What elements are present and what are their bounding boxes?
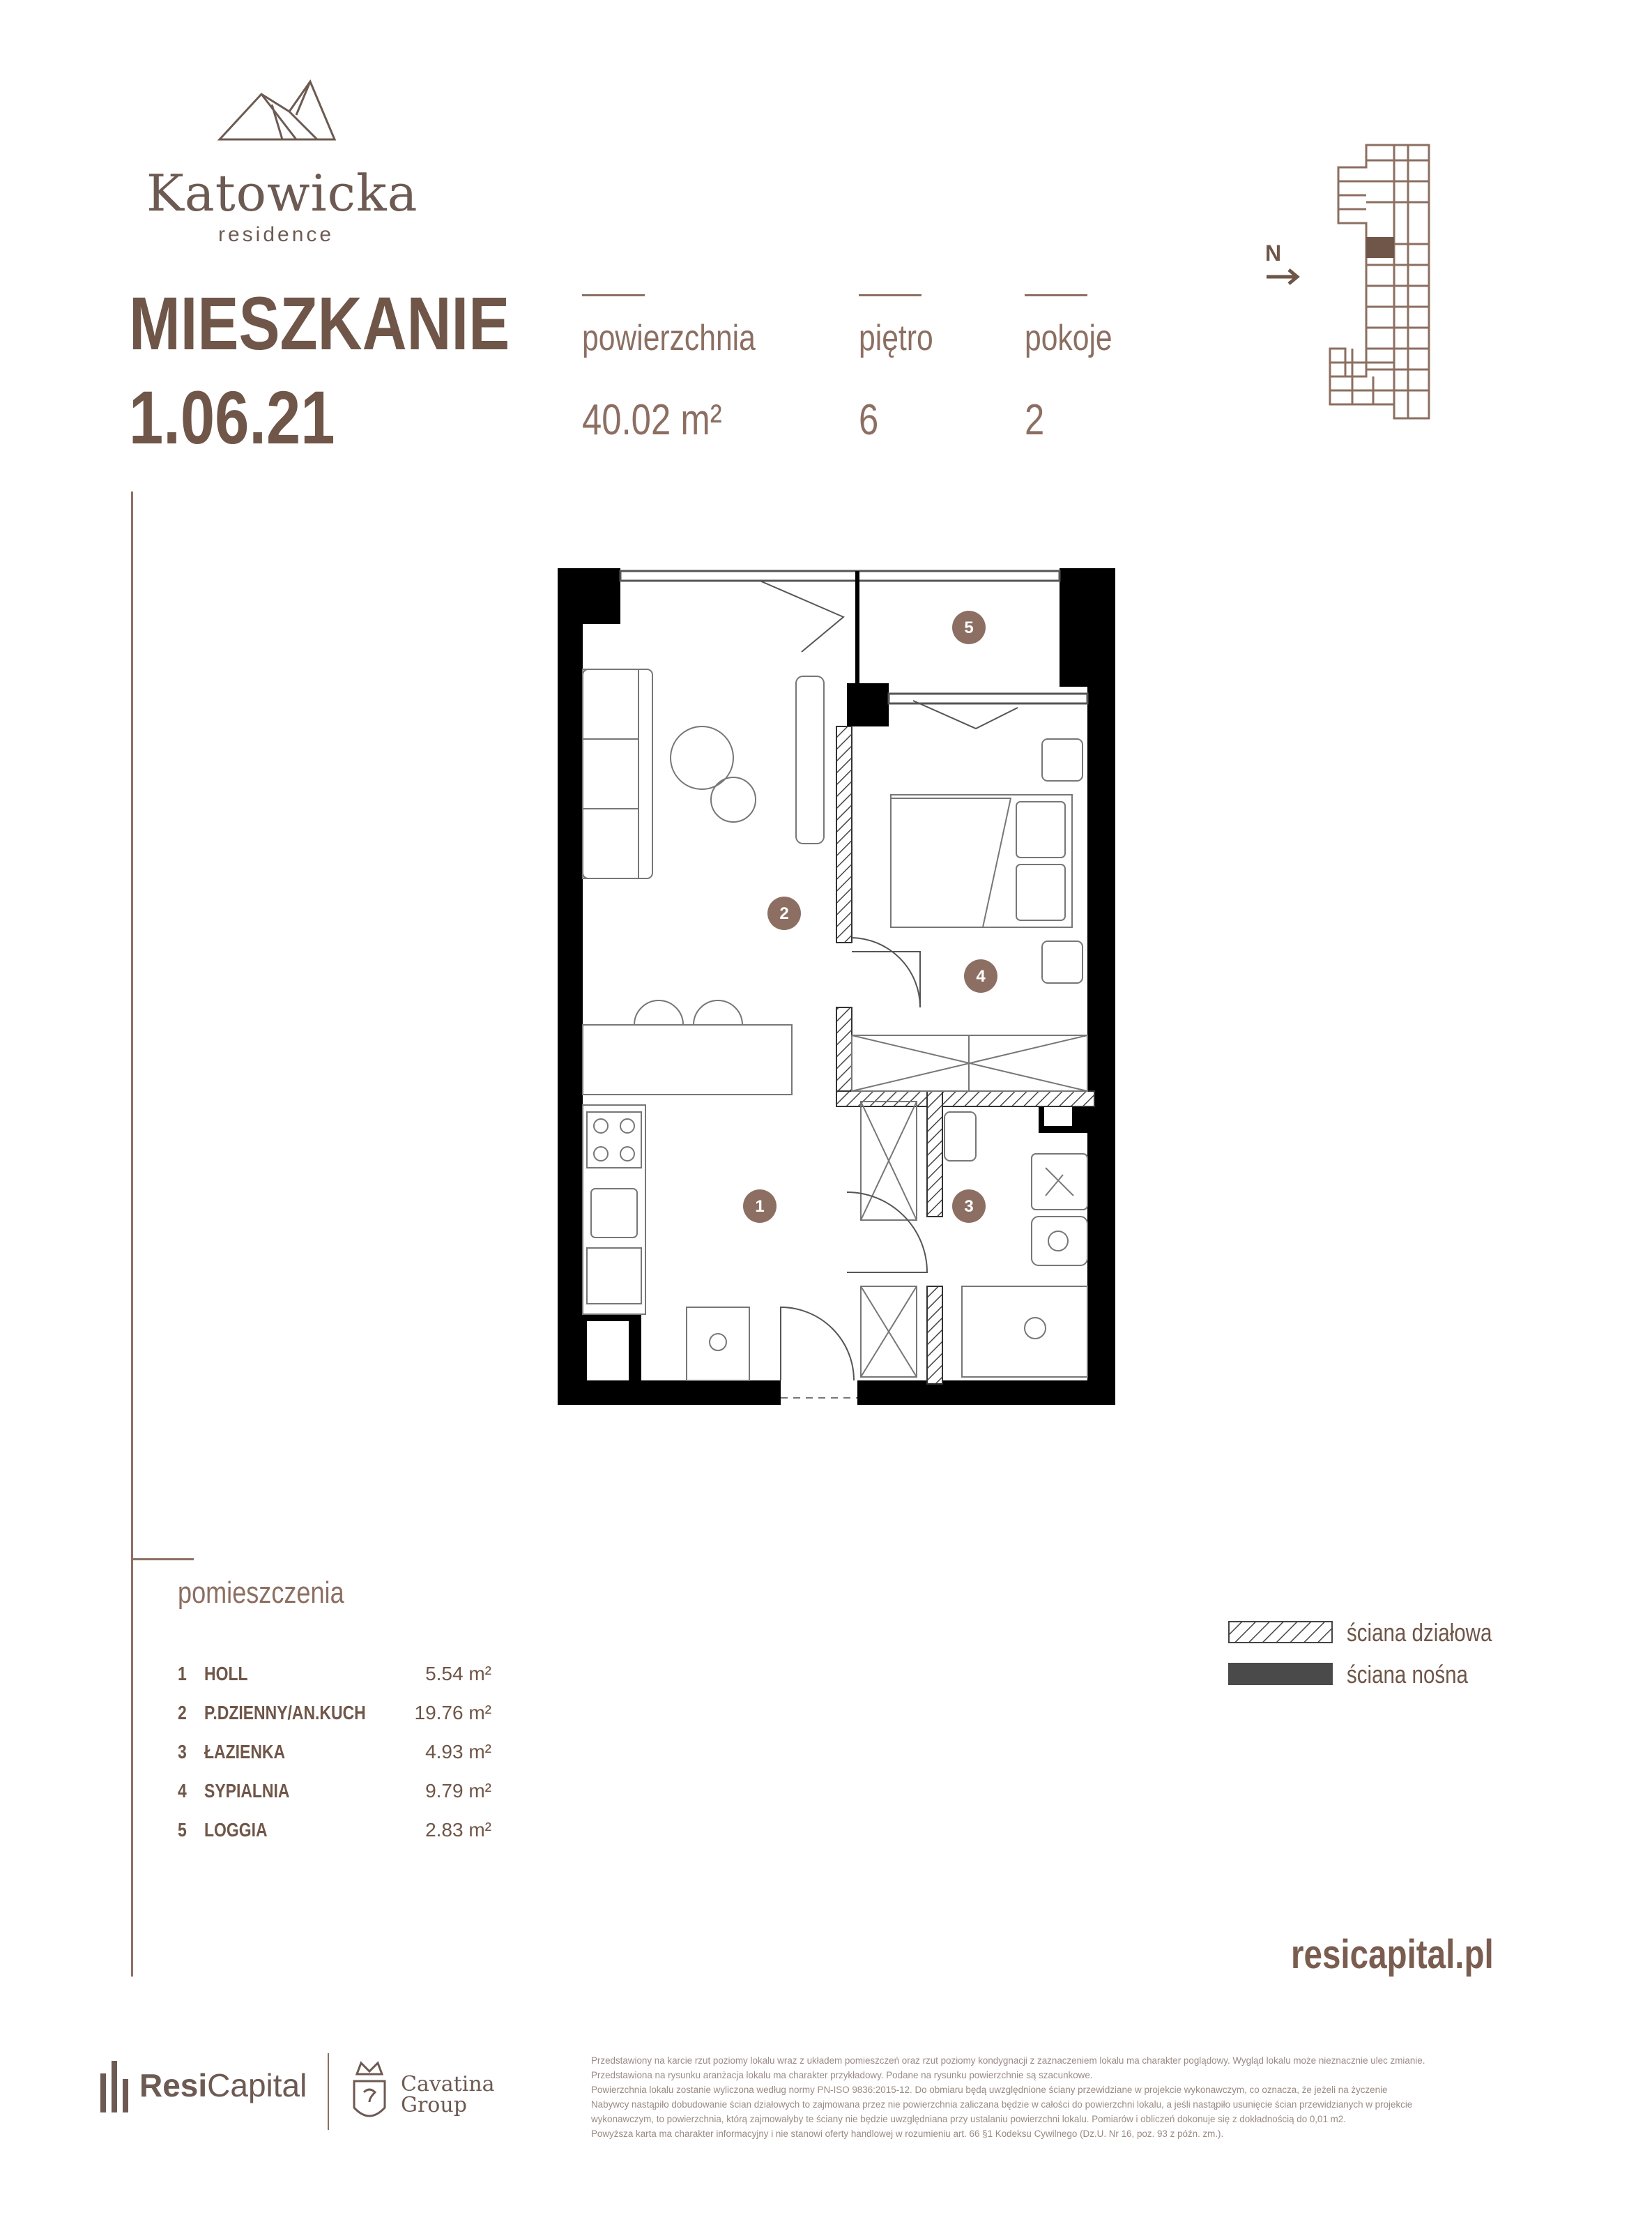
room-marker-label: 2 xyxy=(779,904,789,923)
list-item xyxy=(178,1702,491,1741)
disclaimer-line: Przedstawiony na karcie rzut poziomy lokalu wraz z układem pomieszczeń oraz rzut poziomy kondygnacji z zaznaczeniem lokalu ma charakter poglądowy. Wygląd lokalu może nieznacznie ulec zmianie. xyxy=(591,2055,1425,2066)
room-number: 2 xyxy=(178,1702,187,1723)
room-name: P.DZIENNY/AN.KUCH xyxy=(204,1702,366,1723)
arrow-right-icon xyxy=(1265,266,1300,287)
stat-floor xyxy=(859,294,949,445)
legend-label: ściana działowa xyxy=(1347,1618,1492,1647)
mountain-logo-icon xyxy=(213,73,338,143)
resicapital-text-a: Resi xyxy=(139,2067,208,2103)
room-number: 5 xyxy=(178,1819,187,1841)
stat-divider xyxy=(582,294,645,296)
brand-name: Katowicka xyxy=(146,164,418,222)
stat-divider xyxy=(859,294,921,296)
website-link[interactable]: resicapital.pl xyxy=(1291,1932,1494,1977)
bed xyxy=(891,739,1083,983)
solid-swatch-icon xyxy=(1228,1663,1333,1685)
stat-label: piętro xyxy=(859,318,933,358)
disclaimer-line: Powyższa karta ma charakter informacyjny i nie stanowi oferty handlowej w rozumieniu art. 66 §1 Kodeksu Cywilnego (Dz.U. Nr 16, poz. 93 z późn. zm.). xyxy=(591,2129,1224,2139)
resicapital-text-b: Capital xyxy=(207,2067,307,2103)
bathroom-fixtures xyxy=(861,1102,1087,1377)
room-marker-label: 4 xyxy=(976,967,986,986)
stat-divider xyxy=(1025,294,1087,296)
logo-divider xyxy=(328,2053,329,2130)
sofa xyxy=(583,669,652,878)
stat-value: 2 xyxy=(1025,396,1045,444)
brand-subtitle: residence xyxy=(218,223,335,246)
room-marker-label: 5 xyxy=(964,618,974,637)
room-area: 5.54 m² xyxy=(425,1663,491,1684)
room-area: 9.79 m² xyxy=(425,1780,491,1802)
disclaimer xyxy=(591,2053,1497,2141)
room-marker-label: 1 xyxy=(755,1197,765,1216)
list-item xyxy=(178,1819,491,1858)
brand-logo xyxy=(136,73,418,254)
crown-shield-icon xyxy=(349,2053,390,2130)
room-name: HOLL xyxy=(204,1663,248,1684)
stat-value: 40.02 m² xyxy=(582,396,722,444)
kitchen-island xyxy=(583,1000,792,1095)
floor-plan-drawing xyxy=(551,561,1129,1419)
legend-label: ściana nośna xyxy=(1347,1660,1468,1689)
room-name: SYPIALNIA xyxy=(204,1780,290,1802)
stat-rooms xyxy=(1025,294,1131,445)
apartment-number: 1.06.21 xyxy=(129,375,335,459)
resicapital-bars-icon xyxy=(98,2058,132,2114)
compass xyxy=(1265,241,1300,287)
hatch-swatch-icon xyxy=(1228,1621,1333,1643)
room-area: 4.93 m² xyxy=(425,1741,491,1762)
room-area: 2.83 m² xyxy=(425,1819,491,1841)
list-item xyxy=(178,1663,491,1702)
cavatina-text-2: Group xyxy=(401,2093,467,2117)
room-number: 4 xyxy=(178,1780,187,1802)
stat-label: pokoje xyxy=(1025,318,1112,358)
room-number: 3 xyxy=(178,1741,187,1762)
building-key-plan xyxy=(1324,139,1436,425)
room-number: 1 xyxy=(178,1663,187,1684)
room-area: 19.76 m² xyxy=(414,1702,491,1723)
stat-area xyxy=(582,294,794,445)
rooms-title: pomieszczenia xyxy=(178,1576,344,1610)
rooms-horizontal-rule xyxy=(131,1558,194,1560)
apartment-label: MIESZKANIE xyxy=(129,281,510,365)
room-list xyxy=(178,1663,491,1858)
cavatina-text-1: Cavatina xyxy=(401,2072,495,2096)
stat-label: powierzchnia xyxy=(582,318,756,358)
room-name: ŁAZIENKA xyxy=(204,1741,286,1762)
room-marker-label: 3 xyxy=(964,1197,974,1216)
wardrobe xyxy=(852,1035,1087,1091)
list-item xyxy=(178,1780,491,1819)
left-vertical-rule xyxy=(131,492,133,1977)
disclaimer-line: Przedstawiona na rysunku aranżacja lokalu ma charakter przykładowy. Podane na rysunku powierzchnie są szacunkowe. xyxy=(591,2070,1093,2080)
list-item xyxy=(178,1741,491,1780)
compass-north-label: N xyxy=(1265,241,1282,266)
resicapital-text xyxy=(139,2066,307,2104)
disclaimer-line: Nabywcy nastąpiło dobudowanie ścian działowych to zajmowana przez nie powierzchnia zaliczana będzie w całości do powierzchni lokalu, a jeśli nastąpiło usunięcie ścian przewidzianych w projekcie xyxy=(591,2099,1413,2110)
stat-value: 6 xyxy=(859,396,879,444)
disclaimer-line: Powierzchnia lokalu zostanie wyliczona według normy PN-ISO 9836:2015-12. Do obmiaru będą uwzględnione ściany przewidziane w projekcie wykonawczym, co oznacza, że jeżeli na życzenie xyxy=(591,2085,1388,2095)
room-name: LOGGIA xyxy=(204,1819,268,1841)
disclaimer-line: wykonawczym, to powierzchnia, którą zajmowałyby te ściany nie będzie uwzględniana przy ustalaniu powierzchni lokalu. Pomiarów i obliczeń dokonuje się z dokładnością do 0,01 m2. xyxy=(591,2114,1346,2124)
